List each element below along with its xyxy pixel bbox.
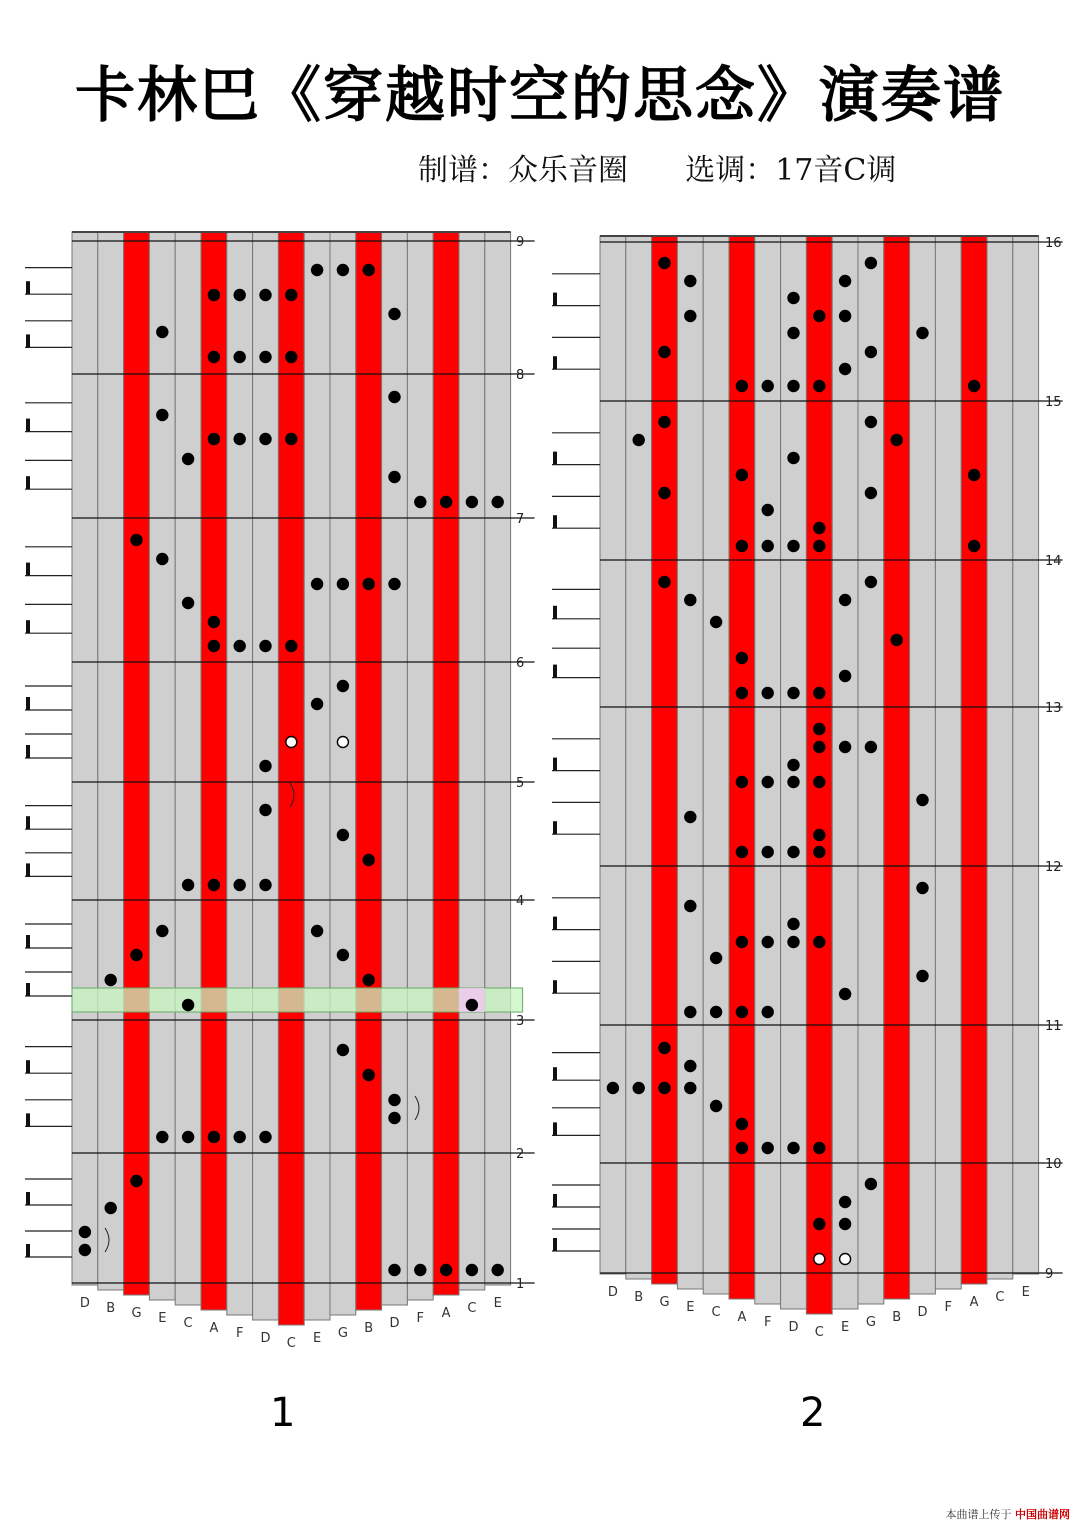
- page-number-1: 1: [270, 1390, 296, 1436]
- note-dot: [260, 434, 271, 445]
- note-open: [286, 737, 297, 748]
- tine-2-12: [910, 236, 936, 1294]
- tine-label: C: [814, 1325, 824, 1340]
- note-dot: [736, 541, 747, 552]
- note-dot: [788, 1143, 799, 1154]
- note-dot: [685, 276, 696, 287]
- note-dot: [711, 953, 722, 964]
- note-dot: [157, 926, 168, 937]
- tine-label: A: [737, 1310, 747, 1325]
- note-dot: [814, 1143, 825, 1154]
- tine-2-10: [858, 236, 884, 1304]
- note-dot: [260, 1132, 271, 1143]
- note-dot: [736, 937, 747, 948]
- note-dot: [840, 595, 851, 606]
- measure-number: 10: [1045, 1157, 1062, 1172]
- note-dot: [865, 258, 876, 269]
- tine-label: E: [686, 1300, 695, 1315]
- note-dot: [736, 777, 747, 788]
- note-dot: [260, 641, 271, 652]
- tine-label: C: [995, 1290, 1005, 1305]
- note-dot: [363, 579, 374, 590]
- measure-number: 13: [1045, 701, 1062, 716]
- note-dot: [736, 1119, 747, 1130]
- score-title: 卡林巴《穿越时空的思念》演奏谱: [75, 61, 1005, 131]
- arranger-text: 制谱：众乐音圈: [418, 153, 628, 188]
- note-dot: [762, 847, 773, 858]
- tine-label: F: [944, 1300, 953, 1315]
- tine-1-11: [356, 232, 382, 1310]
- note-dot: [183, 1132, 194, 1143]
- note-dot: [685, 812, 696, 823]
- tine-label: A: [969, 1295, 979, 1310]
- note-dot: [441, 1265, 452, 1276]
- note-dot: [633, 435, 644, 446]
- note-dot: [840, 671, 851, 682]
- tine-label: D: [79, 1296, 90, 1311]
- tine-1-14: [433, 232, 459, 1295]
- note-dot: [736, 1007, 747, 1018]
- note-dot: [969, 541, 980, 552]
- note-dot: [788, 777, 799, 788]
- note-dot: [711, 1007, 722, 1018]
- tine-1-0: [72, 232, 98, 1285]
- tine-2-4: [703, 236, 729, 1294]
- tine-label: E: [493, 1296, 502, 1311]
- note-dot: [788, 293, 799, 304]
- key-text: 选调：17音C调: [685, 153, 897, 188]
- note-dot: [389, 1113, 400, 1124]
- measure-number: 7: [516, 512, 525, 527]
- tine-label: F: [763, 1315, 772, 1330]
- note-dot: [969, 470, 980, 481]
- tine-label: C: [286, 1336, 296, 1351]
- note-dot: [891, 635, 902, 646]
- note-dot: [659, 417, 670, 428]
- measure-number: 8: [516, 368, 525, 383]
- note-dot: [814, 541, 825, 552]
- tine-label: E: [840, 1320, 850, 1335]
- note-dot: [762, 381, 773, 392]
- note-dot: [762, 1007, 773, 1018]
- tine-label: F: [416, 1311, 425, 1326]
- note-dot: [105, 975, 116, 986]
- note-dot: [865, 347, 876, 358]
- measure-number: 5: [516, 776, 525, 791]
- note-dot: [183, 880, 194, 891]
- tine-label: G: [659, 1295, 670, 1310]
- tine-label: C: [183, 1316, 193, 1331]
- note-dot: [814, 724, 825, 735]
- tine-label: A: [209, 1321, 219, 1336]
- note-dot: [337, 579, 348, 590]
- note-dot: [337, 1045, 348, 1056]
- tine-label: D: [389, 1316, 400, 1331]
- note-dot: [131, 950, 142, 961]
- tine-label: D: [607, 1285, 618, 1300]
- note-dot: [337, 830, 348, 841]
- tine-label: E: [1021, 1285, 1030, 1300]
- tine-2-2: [652, 236, 678, 1284]
- note-dot: [363, 975, 374, 986]
- note-dot: [441, 497, 452, 508]
- tine-1-4: [175, 232, 201, 1305]
- note-dot: [917, 795, 928, 806]
- note-dot: [234, 641, 245, 652]
- note-dot: [762, 777, 773, 788]
- note-dot: [312, 579, 323, 590]
- note-dot: [840, 742, 851, 753]
- note-dot: [814, 742, 825, 753]
- note-dot: [79, 1245, 90, 1256]
- tine-label: G: [337, 1326, 348, 1341]
- note-dot: [492, 1265, 503, 1276]
- tine-label: D: [260, 1331, 271, 1346]
- note-dot: [337, 681, 348, 692]
- footer-credit: [946, 1506, 1071, 1522]
- note-dot: [865, 577, 876, 588]
- note-dot: [711, 1101, 722, 1112]
- note-dot: [208, 880, 219, 891]
- note-dot: [183, 598, 194, 609]
- note-dot: [286, 434, 297, 445]
- note-dot: [208, 641, 219, 652]
- note-dot: [762, 541, 773, 552]
- note-dot: [208, 617, 219, 628]
- note-dot: [312, 699, 323, 710]
- note-dot: [337, 950, 348, 961]
- note-dot: [208, 352, 219, 363]
- tine-2-9: [832, 236, 858, 1309]
- page-number-2: 2: [800, 1390, 826, 1436]
- note-dot: [917, 971, 928, 982]
- tine-2-16: [1013, 236, 1039, 1274]
- note-dot: [389, 309, 400, 320]
- note-dot: [736, 470, 747, 481]
- note-dot: [183, 1000, 194, 1011]
- note-dot: [814, 381, 825, 392]
- note-dot: [131, 1176, 142, 1187]
- note-dot: [607, 1083, 618, 1094]
- note-dot: [389, 472, 400, 483]
- note-dot: [788, 328, 799, 339]
- tine-label: B: [634, 1290, 644, 1305]
- tine-1-9: [304, 232, 330, 1320]
- note-dot: [840, 989, 851, 1000]
- tine-label: B: [892, 1310, 902, 1325]
- note-dot: [157, 410, 168, 421]
- tine-2-0: [600, 236, 626, 1274]
- tine-2-5: [729, 236, 755, 1299]
- note-dot: [840, 364, 851, 375]
- footer-site: 中国曲谱网: [1015, 1508, 1070, 1521]
- tine-label: C: [711, 1305, 721, 1320]
- note-dot: [312, 265, 323, 276]
- note-dot: [865, 417, 876, 428]
- note-dot: [260, 290, 271, 301]
- note-dot: [685, 1061, 696, 1072]
- note-dot: [788, 381, 799, 392]
- measure-number: 12: [1045, 860, 1062, 875]
- note-dot: [183, 454, 194, 465]
- note-dot: [736, 688, 747, 699]
- measure-number: 1: [516, 1277, 525, 1292]
- measure-number: 16: [1045, 236, 1062, 251]
- measure-number: 11: [1045, 1019, 1062, 1034]
- note-open: [840, 1254, 851, 1265]
- note-dot: [659, 1043, 670, 1054]
- note-dot: [762, 505, 773, 516]
- note-dot: [814, 777, 825, 788]
- note-dot: [389, 579, 400, 590]
- measure-number: 4: [516, 894, 525, 909]
- note-dot: [736, 381, 747, 392]
- note-dot: [208, 1132, 219, 1143]
- note-dot: [415, 497, 426, 508]
- note-dot: [260, 352, 271, 363]
- note-dot: [865, 742, 876, 753]
- tine-1-5: [201, 232, 227, 1310]
- note-dot: [415, 1265, 426, 1276]
- note-dot: [736, 847, 747, 858]
- note-dot: [208, 434, 219, 445]
- tine-label: D: [788, 1320, 799, 1335]
- note-dot: [840, 311, 851, 322]
- note-dot: [685, 1007, 696, 1018]
- note-dot: [814, 1219, 825, 1230]
- note-dot: [840, 276, 851, 287]
- note-dot: [389, 1095, 400, 1106]
- note-dot: [260, 761, 271, 772]
- tine-label: E: [158, 1311, 167, 1326]
- note-dot: [814, 311, 825, 322]
- tine-2-1: [626, 236, 652, 1279]
- note-dot: [788, 688, 799, 699]
- note-dot: [891, 435, 902, 446]
- note-dot: [814, 688, 825, 699]
- note-dot: [865, 1179, 876, 1190]
- measure-number: 14: [1045, 554, 1062, 569]
- tine-2-15: [987, 236, 1013, 1279]
- note-dot: [788, 541, 799, 552]
- note-dot: [969, 381, 980, 392]
- note-open: [337, 737, 348, 748]
- note-dot: [363, 265, 374, 276]
- note-dot: [234, 434, 245, 445]
- tine-label: E: [312, 1331, 322, 1346]
- note-dot: [788, 453, 799, 464]
- note-dot: [234, 290, 245, 301]
- note-dot: [633, 1083, 644, 1094]
- note-dot: [762, 1143, 773, 1154]
- note-dot: [685, 1083, 696, 1094]
- note-dot: [685, 901, 696, 912]
- note-open: [814, 1254, 825, 1265]
- note-dot: [389, 392, 400, 403]
- note-dot: [917, 328, 928, 339]
- note-dot: [466, 1265, 477, 1276]
- tine-label: B: [364, 1321, 374, 1336]
- measure-number: 9: [1045, 1267, 1054, 1282]
- footer-text: 本曲谱上传于: [945, 1508, 1012, 1521]
- note-dot: [286, 290, 297, 301]
- tine-1-7: [253, 232, 279, 1320]
- note-dot: [814, 830, 825, 841]
- note-dot: [234, 880, 245, 891]
- tine-2-14: [961, 236, 987, 1284]
- tine-1-13: [407, 232, 433, 1300]
- tine-2-3: [677, 236, 703, 1289]
- note-dot: [363, 855, 374, 866]
- tine-1-15: [459, 232, 485, 1290]
- note-dot: [363, 1070, 374, 1081]
- tine-1-1: [98, 232, 124, 1290]
- note-dot: [788, 937, 799, 948]
- note-dot: [312, 926, 323, 937]
- note-dot: [260, 880, 271, 891]
- note-dot: [79, 1227, 90, 1238]
- note-dot: [685, 311, 696, 322]
- note-dot: [337, 265, 348, 276]
- note-dot: [659, 347, 670, 358]
- note-dot: [788, 847, 799, 858]
- note-dot: [466, 497, 477, 508]
- tine-label: D: [917, 1305, 928, 1320]
- note-dot: [659, 1083, 670, 1094]
- tine-1-16: [485, 232, 511, 1285]
- tine-label: F: [235, 1326, 244, 1341]
- tine-label: B: [106, 1301, 116, 1316]
- measure-number: 2: [516, 1147, 525, 1162]
- note-dot: [157, 1132, 168, 1143]
- measure-number: 6: [516, 656, 525, 671]
- note-dot: [814, 847, 825, 858]
- note-dot: [157, 554, 168, 565]
- note-dot: [762, 688, 773, 699]
- tine-2-11: [884, 236, 910, 1299]
- note-dot: [208, 290, 219, 301]
- note-dot: [492, 497, 503, 508]
- note-dot: [466, 1000, 477, 1011]
- tine-1-8: [278, 232, 304, 1325]
- tine-label: C: [467, 1301, 477, 1316]
- note-dot: [736, 653, 747, 664]
- measure-number: 15: [1045, 395, 1062, 410]
- note-dot: [157, 327, 168, 338]
- note-dot: [711, 617, 722, 628]
- note-dot: [105, 1203, 116, 1214]
- note-dot: [131, 535, 142, 546]
- note-dot: [234, 1132, 245, 1143]
- note-dot: [736, 1143, 747, 1154]
- note-dot: [659, 577, 670, 588]
- note-dot: [286, 352, 297, 363]
- note-dot: [389, 1265, 400, 1276]
- note-dot: [286, 641, 297, 652]
- note-dot: [840, 1197, 851, 1208]
- note-dot: [814, 937, 825, 948]
- note-dot: [814, 523, 825, 534]
- highlight-row: [72, 988, 523, 1012]
- tine-2-13: [935, 236, 961, 1289]
- tine-1-2: [124, 232, 150, 1295]
- note-dot: [762, 937, 773, 948]
- tine-label: G: [865, 1315, 876, 1330]
- note-dot: [840, 1219, 851, 1230]
- tine-label: G: [131, 1306, 142, 1321]
- note-dot: [659, 488, 670, 499]
- note-dot: [685, 595, 696, 606]
- note-dot: [659, 258, 670, 269]
- note-dot: [788, 760, 799, 771]
- measure-number: 3: [516, 1014, 525, 1029]
- tine-label: A: [441, 1306, 451, 1321]
- note-dot: [917, 883, 928, 894]
- note-dot: [788, 919, 799, 930]
- note-dot: [865, 488, 876, 499]
- measure-number: 9: [516, 235, 525, 250]
- note-dot: [260, 805, 271, 816]
- note-dot: [234, 352, 245, 363]
